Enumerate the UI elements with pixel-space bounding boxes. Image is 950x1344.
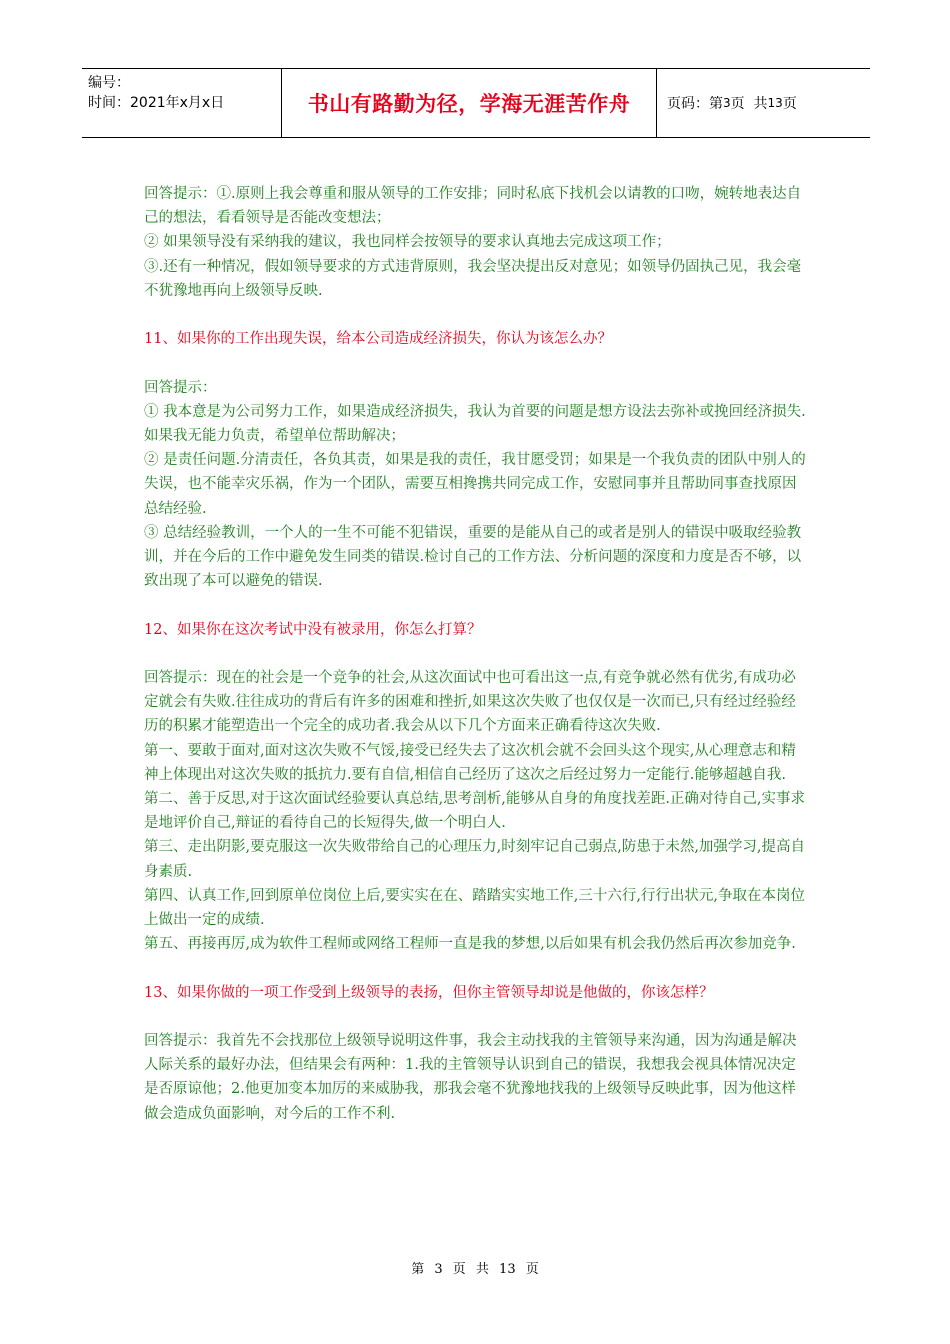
header-page-number [657,69,870,137]
answer-10-paragraph-2: ② 如果领导没有采纳我的建议，我也同样会按领导的要求认真地去完成这项工作； [144,234,671,251]
page-total: 13 [767,96,783,110]
answer-11-paragraph-2: ② 是责任问题.分清责任，各负其责，如果是我的责任，我甘愿受罚；如果是一个我负责的团队中别人的失误，也不能幸灾乐祸，作为一个团队，需要互相搀携共同完成工作，安慰同事并且帮助同事查找原因总结经验. [144,452,806,517]
answer-12-point-3: 第三、走出阴影,要克服这一次失败带给自己的心理压力,时刻牢记自己弱点,防患于未然,加强学习,提高自身素质. [144,839,806,880]
answer-13: 回答提示：我首先不会找那位上级领导说明这件事，我会主动找我的主管领导来沟通，因为沟通是解决人际关系的最好办法，但结果会有两种：1.我的主管领导认识到自己的错误，我想我会视具体情况决定是否原谅他；2.他更加变本加厉的来威胁我，那我会毫不犹豫地找我的上级领导反映此事，因为他这样做会造成负面影响，对今后的工作不利. [144,1033,797,1122]
question-11: 11、如果你的工作出现失误，给本公司造成经济损失，你认为该怎么办？ [144,331,612,348]
page-header [82,68,870,138]
answer-12-point-5: 第五、再接再厉,成为软件工程师或网络工程师一直是我的梦想,以后如果有机会我仍然后再次参加竞争. [144,936,796,953]
answer-12-point-1: 第一、要敢于面对,面对这次失败不气馁,接受已经失去了这次机会就不会回头这个现实,从心理意志和精神上体现出对这次失败的抵抗力.要有自信,相信自己经历了这次之后经过努力一定能行.能够超越自我. [144,742,796,783]
document-body [144,182,808,1126]
page-suffix: 页 [782,96,797,112]
answer-10-paragraph-1: 回答提示：①.原则上我会尊重和服从领导的工作安排；同时私底下找机会以请教的口吻，婉转地表达自己的想法，看看领导是否能改变想法； [144,186,802,227]
question-12: 12、如果你在这次考试中没有被录用，你怎么打算？ [144,621,482,638]
time-label: 时间：2021年x月x日 [88,95,225,111]
answer-11-label: 回答提示： [144,379,217,396]
page-footer: 第 3 页 共 13 页 [411,1262,539,1277]
answer-10-paragraph-3: ③.还有一种情况，假如领导要求的方式违背原则，我会坚决提出反对意见；如领导仍固执己见，我会毫不犹豫地再向上级领导反映. [144,258,802,299]
answer-11-paragraph-1: ① 我本意是为公司努力工作，如果造成经济损失，我认为首要的问题是想方设法去弥补或挽回经济损失.如果我无能力负责，希望单位帮助解决； [144,403,806,444]
answer-12-point-2: 第二、善于反思,对于这次面试经验要认真总结,思考剖析,能够从自身的角度找差距.正确对待自己,实事求是地评价自己,辩证的看待自己的长短得失,做一个明白人. [144,791,806,832]
question-13: 13、如果你做的一项工作受到上级领导的表扬，但你主管领导却说是他做的，你该怎样？ [144,984,714,1001]
page-mid: 页 共 [730,96,768,112]
answer-12-intro: 回答提示：现在的社会是一个竞争的社会,从这次面试中也可看出这一点,有竞争就必然有优劣,有成功必定就会有失败.往往成功的背后有许多的困难和挫折,如果这次失败了也仅仅是一次而已,只有经过经验经历的积累才能塑造出一个完全的成功者.我会从以下几个方面来正确看待这次失败. [144,670,796,735]
number-label: 编号： [88,75,130,91]
answer-12-point-4: 第四、认真工作,回到原单位岗位上后,要实实在在、踏踏实实地工作,三十六行,行行出状元,争取在本岗位上做出一定的成绩. [144,887,806,929]
header-info-cell [82,69,282,137]
answer-11-paragraph-3: ③ 总结经验教训，一个人的一生不可能不犯错误，重要的是能从自己的或者是别人的错误中吸取经验教训，并在今后的工作中避免发生同类的错误.检讨自己的工作方法、分析问题的深度和力度是否不够，以致出现了本可以避免的错误. [144,524,802,590]
page-current: 3 [723,96,731,110]
page-prefix: 页码：第 [667,96,723,112]
header-motto: 书山有路勤为径，学海无涯苦作舟 [282,69,657,137]
